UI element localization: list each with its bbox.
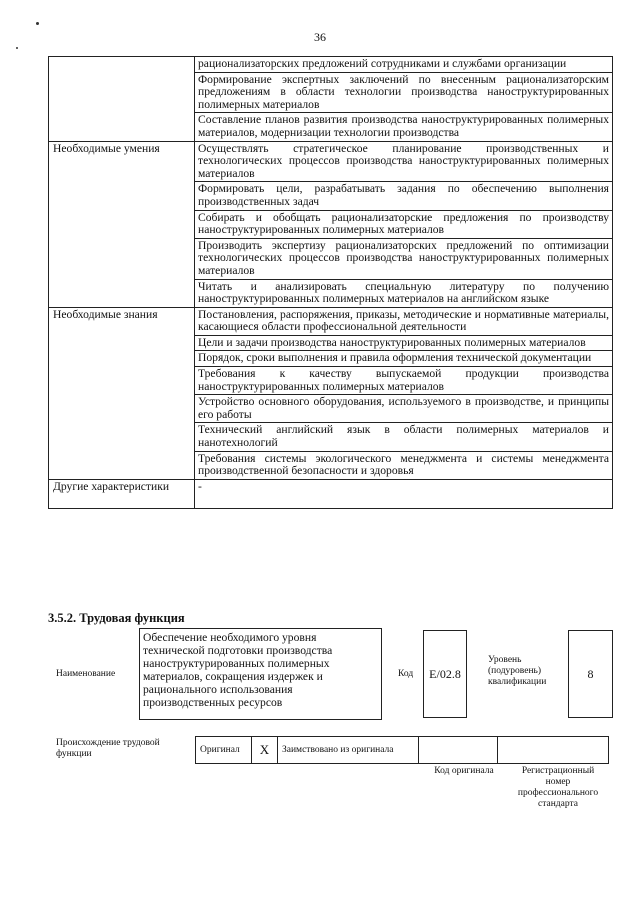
row-label-skills: Необходимые умения: [49, 141, 195, 307]
name-label: Наименование: [56, 669, 116, 679]
table-cell: Читать и анализировать специальную литературу по получению наноструктурированных полимерных материалов на английском языке: [195, 279, 613, 307]
reg-number-caption: Регистрационный номер профессионального стандарта: [517, 766, 599, 809]
table-row: [49, 307, 613, 335]
row-label: [49, 57, 195, 142]
table-cell: Устройство основного оборудования, используемого в производстве, и принципы его работы: [195, 395, 613, 423]
table-cell: Постановления, распоряжения, приказы, методические и нормативные материалы, касающиеся области профессиональной деятельности: [195, 307, 613, 335]
original-mark: X: [259, 742, 270, 757]
table-row: [49, 479, 613, 508]
table-cell: рационализаторских предложений сотрудниками и службами организации: [195, 57, 613, 73]
table-cell: Составление планов развития производства наноструктурированных полимерных материалов, модернизации технологии производства: [195, 113, 613, 141]
table-cell: Производить экспертизу рационализаторских предложений по оптимизации технологических процессов производства наноструктурированных полимерных материалов: [195, 238, 613, 279]
table-cell: Формирование экспертных заключений по внесенным рационализаторским предложениям в области технологии производства наноструктурированных полимерных материалов: [195, 72, 613, 113]
row-label-other: Другие характеристики: [49, 479, 195, 508]
origin-row: [196, 736, 609, 764]
table-cell: Требования системы экологического менеджмента и системы менеджмента производственной безопасности и здоровья: [195, 451, 613, 479]
level-label: Уровень (подуровень) квалификации: [488, 655, 547, 687]
page-number: 36: [314, 30, 326, 44]
code-original-caption: Код оригинала: [434, 766, 494, 776]
borrowed-label: Заимствовано из оригинала: [282, 744, 394, 755]
table-row: [49, 141, 613, 182]
requirements-table: [48, 56, 613, 509]
margin-dot: [16, 47, 18, 49]
table-cell: Технический английский язык в области полимерных материалов и нанотехнологий: [195, 423, 613, 451]
reg-number-cell: [497, 736, 609, 764]
table-cell: Цели и задачи производства наноструктурированных полимерных материалов: [195, 335, 613, 351]
table-cell: Требования к качеству выпускаемой продукции производства наноструктурированных полимерных материалов: [195, 367, 613, 395]
section-title: 3.5.2. Трудовая функция: [48, 611, 185, 625]
code-value-box: E/02.8: [423, 630, 467, 718]
table-cell: Собирать и обобщать рационализаторские предложения по производству наноструктурированных полимерных материалов: [195, 210, 613, 238]
table-cell: Осуществлять стратегическое планирование производственных и технологических процессов производства наноструктурированных полимерных материалов: [195, 141, 613, 182]
original-label-cell: [195, 736, 252, 764]
table-row: [49, 57, 613, 73]
table-cell: Порядок, сроки выполнения и правила оформления технической документации: [195, 351, 613, 367]
function-name-box: Обеспечение необходимого уровня технической подготовки производства наноструктурированных полимерных материалов, сокращения издержек и рационального использования производственных ресурсов: [139, 628, 382, 720]
original-mark-cell: [251, 736, 278, 764]
table-cell: Формировать цели, разрабатывать задания по обеспечению выполнения производственных задач: [195, 182, 613, 210]
code-label: Код: [398, 669, 414, 679]
table-cell: -: [195, 479, 613, 508]
level-value-box: 8: [568, 630, 613, 718]
origin-label: Происхождение трудовой функции: [56, 738, 160, 759]
margin-dot: [36, 22, 39, 25]
row-label-knowledge: Необходимые знания: [49, 307, 195, 479]
borrowed-label-cell: [277, 736, 419, 764]
code-original-cell: [418, 736, 498, 764]
original-label: Оригинал: [200, 744, 240, 755]
